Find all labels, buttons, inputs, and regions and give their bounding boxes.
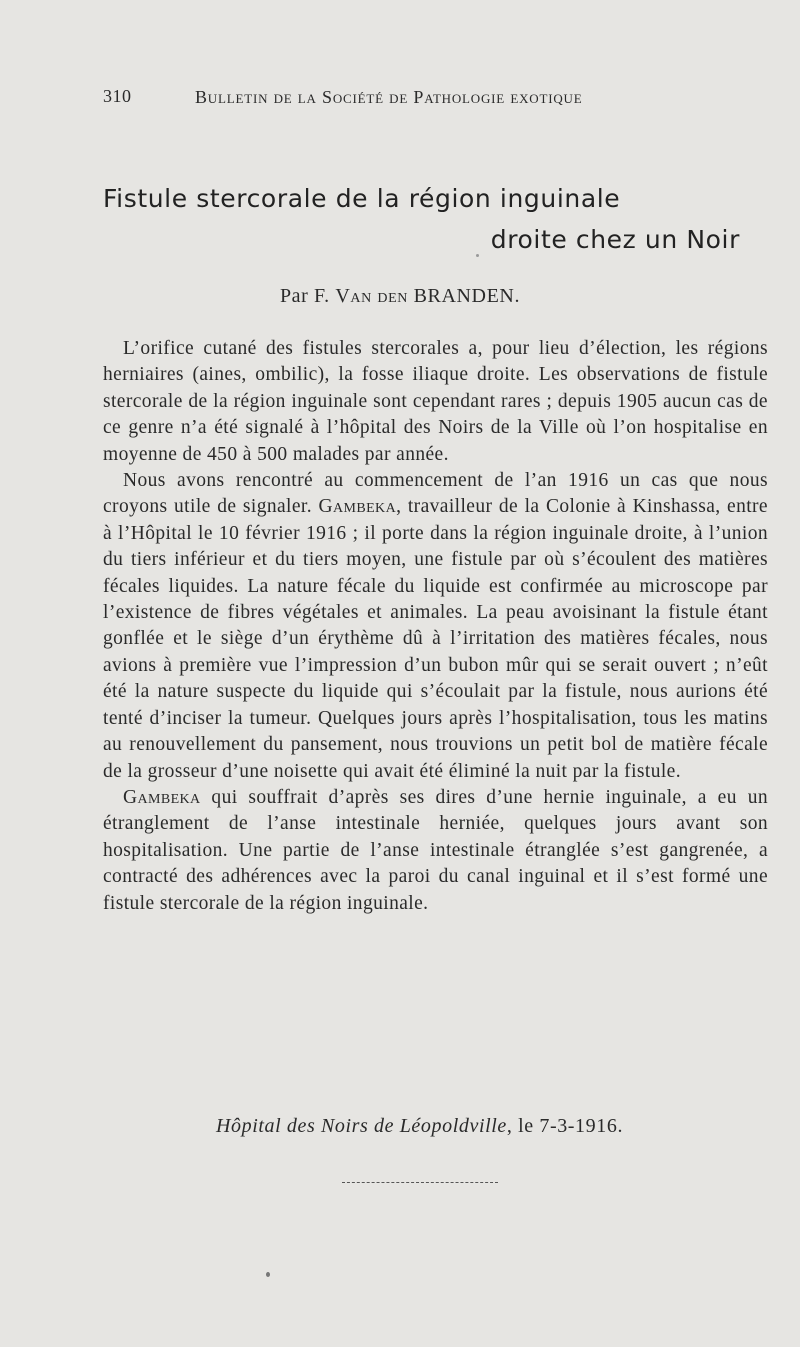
byline-prefix: Par F. (279, 285, 336, 307)
patient-name: Gambeka (123, 786, 201, 808)
article-title-line-2: droite chez un Noir (490, 225, 740, 254)
patient-name: Gambeka (318, 496, 397, 518)
byline-name-particle: Van den (335, 285, 408, 307)
journal-title: Bulletin de la Société de Pathologie exotique (195, 87, 583, 107)
article-body (103, 336, 768, 917)
signature-date: , le 7-3-1916. (506, 1115, 624, 1137)
article-title-line-1: Fistule stercorale de la région inguinale (103, 184, 621, 213)
paper-speck (476, 254, 479, 257)
running-head (103, 86, 663, 110)
paragraph-3-rest: qui souffrait d’après ses dires d’une hernie inguinale, a eu un étranglement de l’anse intestinale herniée, quelques jours avant son hospitalisation. Une partie de l’anse intestinale étranglée s’est gangrenée, a contracté des adhérences avec la paroi du canal inguinal et il s’est formé une fistule stercorale de la région inguinale. (103, 786, 768, 914)
signature-place: Hôpital des Noirs de Léopoldville (216, 1115, 507, 1137)
paragraph-2 (103, 468, 768, 785)
paragraph-2-rest: , travailleur de la Colonie à Kinshassa, entre à l’Hôpital le 10 février 1916 ; il porte dans la région inguinale droite, à l’union du tiers inférieur et du tiers moyen, une fistule par où s’écoulent des matières fécales liquides. La nature fécale du liquide est confirmée au microscope par l’existence de fibres végétales et animales. La peau avoisinant la fistule étant gonflée et le siège d’un érythème dû à l’irritation des matières fécales, nous avions à première vue l’impression d’un bubon mûr qui se serait ouvert ; n’eût été la nature suspecte du liquide qui s’écoulait par la fistule, nous aurions été tenté d’inciser la tumeur. Quelques jours après l’hospitalisation, tous les matins au renouvellement du pansement, nous trouvions un petit bol de matière fécale de la grosseur d’une noisette qui avait été éliminé la nuit par la fistule. (103, 496, 768, 782)
paragraph-2-start: Nous avons rencontré au commencement de l’an 1916 un cas que nous croyons utile de signaler. (103, 470, 768, 518)
page-number: 310 (103, 86, 132, 106)
author-byline (0, 285, 800, 308)
paper-speck (266, 1272, 270, 1277)
paragraph-1: L’orifice cutané des fistules stercorales a, pour lieu d’élection, les régions herniaires (aines, ombilic), la fosse iliaque droite. Les observations de fistule stercorale de la région inguinale sont cependant rares ; depuis 1905 aucun cas de ce genre n’a été signalé à l’hôpital des Noirs de la Ville où l’on hospitalise en moyenne de 450 à 500 malades par année. (103, 338, 768, 465)
end-rule-divider (342, 1182, 498, 1184)
byline-surname: BRANDEN. (407, 285, 521, 307)
signature-line (216, 1115, 623, 1138)
paragraph-3 (103, 785, 768, 917)
